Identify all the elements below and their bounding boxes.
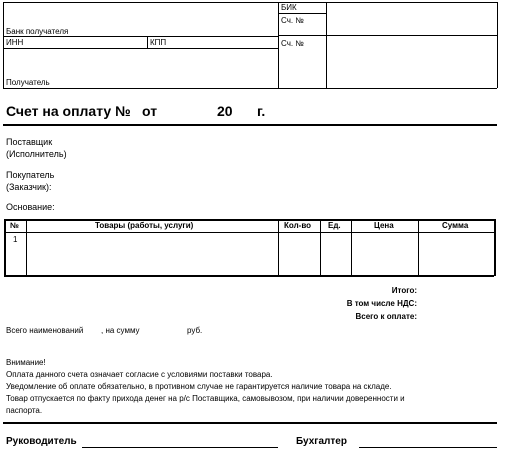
recipient-label: Получатель <box>6 78 50 87</box>
notice-heading: Внимание! <box>6 358 46 367</box>
footer-divider <box>3 422 497 424</box>
invoice-year-suffix: г. <box>257 103 266 119</box>
director-signature-line <box>82 447 278 448</box>
vat-label: В том числе НДС: <box>346 299 417 308</box>
buyer-label: Покупатель <box>6 170 55 180</box>
table-row-number: 1 <box>13 235 18 244</box>
director-signature-label: Руководитель <box>6 436 77 447</box>
total-label: Итого: <box>391 286 417 295</box>
basis-label: Основание: <box>6 202 55 212</box>
accountant-signature-label: Бухгалтер <box>296 436 347 447</box>
col-number-header: № <box>10 221 19 230</box>
invoice-date-from: от <box>142 103 158 119</box>
to-pay-label: Всего к оплате: <box>355 312 417 321</box>
col-unit-header: Ед. <box>328 221 341 230</box>
kpp-label: КПП <box>150 38 167 47</box>
notice-line: Товар отпускается по факту прихода денег на р/с Поставщика, самовывозом, при наличии доверенности и <box>6 394 405 403</box>
invoice-year: 20 <box>217 103 233 119</box>
supplier-label: Поставщик <box>6 137 53 147</box>
notice-line: Оплата данного счета означает согласие с условиями поставки товара. <box>6 370 273 379</box>
invoice-title: Счет на оплату № <box>6 103 131 119</box>
items-count-label: Всего наименований <box>6 326 84 335</box>
buyer-sublabel: (Заказчик): <box>6 182 52 192</box>
accountant-signature-line <box>359 447 497 448</box>
items-sum-label: , на сумму <box>101 326 140 335</box>
col-qty-header: Кол-во <box>284 221 312 230</box>
title-divider <box>3 124 497 126</box>
bank-label: Банк получателя <box>6 27 69 36</box>
col-price-header: Цена <box>374 221 394 230</box>
col-sum-header: Сумма <box>442 221 469 230</box>
inn-label: ИНН <box>6 38 24 47</box>
notice-line: паспорта. <box>6 406 43 415</box>
currency-label: руб. <box>187 326 203 335</box>
bik-label: БИК <box>281 3 297 12</box>
account-label: Сч. № <box>281 16 304 25</box>
corr-account-label: Сч. № <box>281 39 304 48</box>
supplier-sublabel: (Исполнитель) <box>6 149 67 159</box>
notice-line: Уведомление об оплате обязательно, в противном случае не гарантируется наличие товара на складе. <box>6 382 392 391</box>
col-goods-header: Товары (работы, услуги) <box>95 221 194 230</box>
